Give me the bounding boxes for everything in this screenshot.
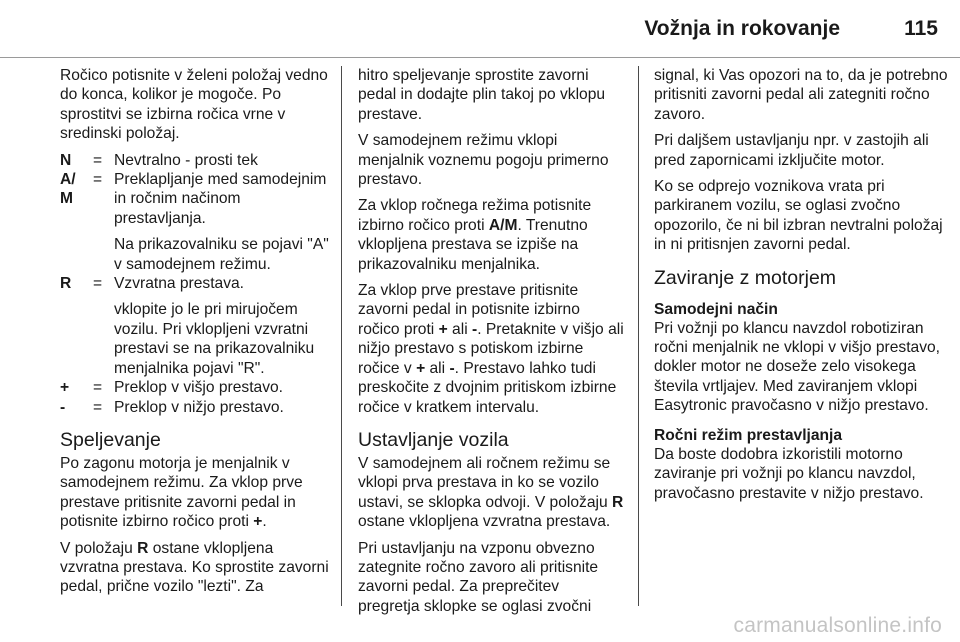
selector-positions-list (60, 151, 330, 417)
page-header (0, 0, 960, 60)
def-extra-r: vklopite jo le pri mirujočem vozilu. Pri vklopljeni vzvratni prestavi se na prikazovalniku menjalnika pojavi "R". (114, 301, 315, 377)
paragraph: Pri vožnji po klancu navzdol robotiziran ročni menjalnik ne vklopi v višjo prestavo, dokler motor ne doseže zelo visokega števila vrtljajev. Med zaviranjem vklopi Easytronic pravočasno v nižjo prestavo. (654, 319, 941, 415)
def-row-am (60, 170, 330, 228)
def-row-n (60, 151, 330, 170)
def-eq: = (93, 398, 103, 416)
def-value: Vzvratna prestava. (114, 275, 245, 293)
def-key: N (60, 151, 72, 169)
def-value: Preklapljanje med samodejnim in ročnim načinom prestavljanja. (114, 171, 327, 227)
heading-zaviranje: Zaviranje z motorjem (654, 266, 837, 289)
def-eq: = (93, 275, 103, 293)
subheading-samodejni: Samodejni način (654, 300, 778, 318)
paragraph: V položaju R ostane vklopljena vzvratna prestava. Ko sprostite zavorni pedal, prične vozilo "lezti". Za (60, 539, 329, 596)
def-eq: = (93, 151, 103, 169)
def-value: Preklop v višjo prestavo. (114, 379, 284, 397)
def-eq: = (93, 379, 103, 397)
def-key: - (60, 398, 66, 416)
column-divider-1 (341, 66, 342, 606)
paragraph: Po zagonu motorja je menjalnik v samodejnem režimu. Za vklop prve prestave pritisnite zavorni pedal in potisnite izbirno ročico proti +. (60, 454, 303, 531)
paragraph: Ko se odprejo voznikova vrata pri parkiranem vozilu, se oglasi zvočno opozorilo, če ni bil izbran nevtralni položaj in ni pritisnjen zavorni pedal. (654, 178, 943, 254)
column-2 (358, 66, 624, 623)
def-value: Nevtralno - prosti tek (114, 151, 258, 169)
def-extra-am: Na prikazovalniku se pojavi "A" v samodejnem režimu. (114, 236, 329, 273)
column-divider-2 (638, 66, 639, 606)
watermark: carmanualsonline.info (733, 614, 942, 637)
def-key: + (60, 379, 70, 397)
paragraph: hitro speljevanje sprostite zavorni pedal in dodajte plin takoj po vklopu prestave. (358, 67, 606, 123)
def-row-minus (60, 398, 330, 417)
header-title: Vožnja in rokovanje (644, 17, 840, 40)
paragraph: Pri daljšem ustavljanju npr. v zastojih ali pred zapornicami izključite motor. (654, 132, 929, 169)
paragraph: V samodejnem režimu vklopi menjalnik voznemu pogoju primerno prestavo. (358, 132, 609, 189)
page-number: 115 (904, 17, 938, 40)
paragraph: Za vklop prve prestave pritisnite zavorni pedal in potisnite izbirno ročico proti + ali -. Pretaknite v višjo ali nižjo prestavo s potiskom izbirne ročice v + ali -. Prestavo lahko tudi preskočite z dvojnim pritiskom izbirne ročice v kratkem intervalu. (358, 282, 624, 416)
paragraph: Da boste dodobra izkoristili motorno zaviranje pri vožnji po klancu navzdol, pravočasno prestavite v nižjo prestavo. (654, 445, 924, 502)
def-row-plus (60, 378, 330, 397)
subheading-rocni: Ročni režim prestavljanja (654, 426, 843, 444)
paragraph: Pri ustavljanju na vzponu obvezno zategnite ročno zavoro ali pritisnite zavorni pedal. Za preprečitev pregretja sklopke se oglasi zvočni (358, 539, 599, 615)
paragraph: V samodejnem ali ročnem režimu se vklopi prva prestava in ko se vozilo ustavi, se sklopka odvoji. V položaju R ostane vklopljena vzvratna prestava. (358, 454, 624, 531)
paragraph: Za vklop ročnega režima potisnite izbirno ročico proti A/M. Trenutno vklopljena prestava se izpiše na prikazovalniku menjalnika. (358, 197, 592, 273)
column-1 (60, 66, 330, 604)
column-3 (654, 66, 949, 510)
def-key: A/ M (60, 171, 76, 208)
def-eq: = (93, 171, 103, 189)
def-value: Preklop v nižjo prestavo. (114, 398, 284, 416)
paragraph: signal, ki Vas opozori na to, da je potrebno pritisniti zavorni pedal ali zategniti ročno zavoro. (654, 67, 948, 123)
def-key: R (60, 275, 72, 293)
def-row-r (60, 274, 330, 293)
heading-speljevanje: Speljevanje (60, 428, 161, 451)
header-divider (0, 57, 960, 58)
intro-paragraph: Ročico potisnite v želeni položaj vedno do konca, kolikor je mogoče. Po sprostitvi se izbirna ročica vrne v sredinski položaj. (60, 67, 328, 143)
heading-ustavljanje: Ustavljanje vozila (358, 428, 509, 451)
